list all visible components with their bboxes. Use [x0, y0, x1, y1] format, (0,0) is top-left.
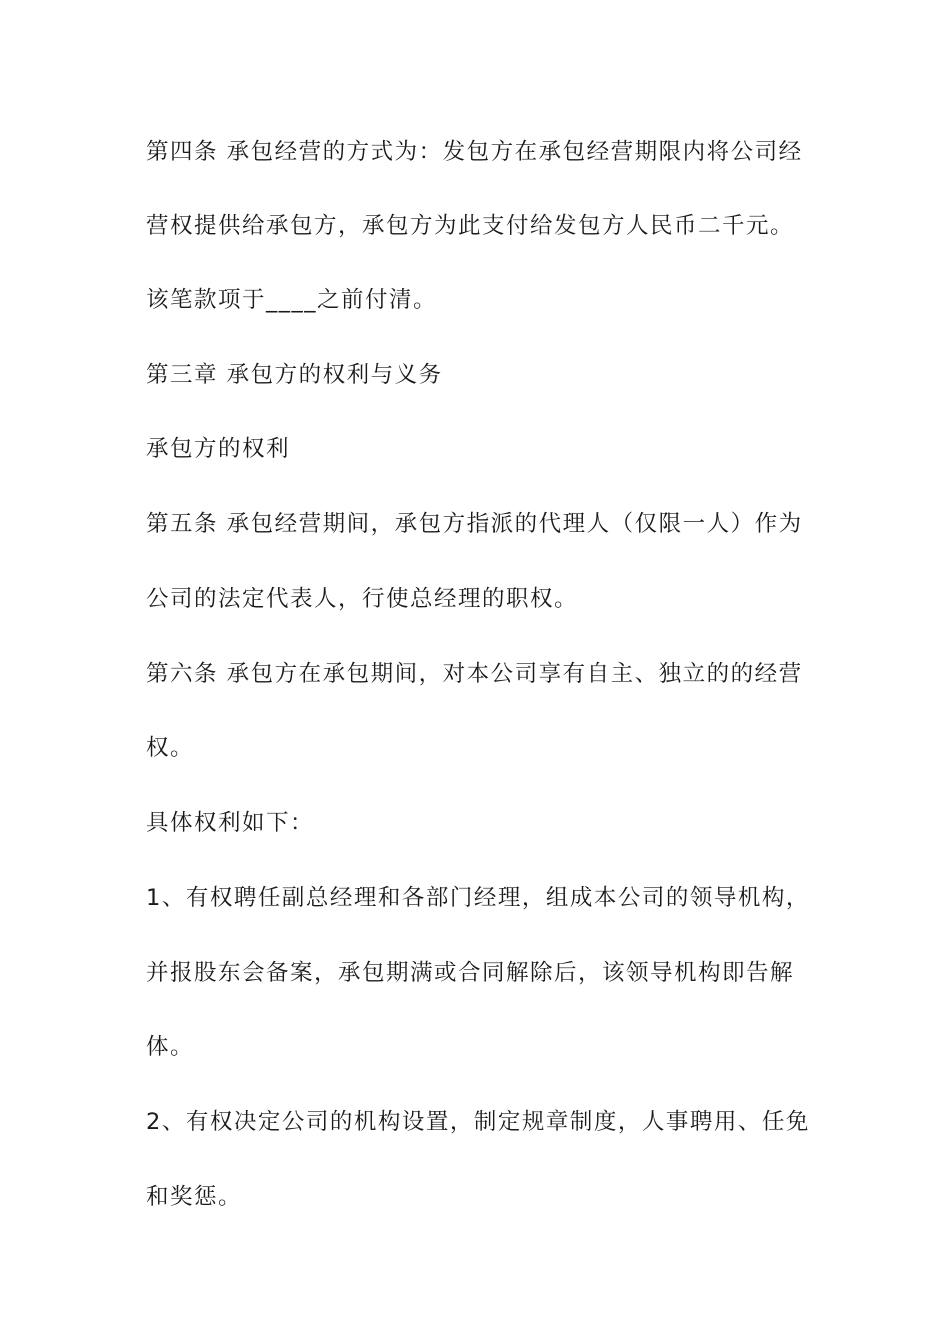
- item-1-line-3: 体。: [146, 1034, 195, 1060]
- article-5-line-2: 公司的法定代表人，行使总经理的职权。: [146, 586, 579, 612]
- item-1-line-1: 1、有权聘任副总经理和各部门经理，组成本公司的领导机构，: [146, 885, 810, 911]
- article-4-line-1: 第四条 承包经营的方式为：发包方在承包经营期限内将公司经: [146, 139, 803, 165]
- article-6-line-1: 第六条 承包方在承包期间，对本公司享有自主、独立的的经营: [146, 661, 803, 687]
- article-4-line-3: 该笔款项于____之前付清。: [146, 287, 438, 313]
- item-1-line-2: 并报股东会备案，承包期满或合同解除后，该领导机构即告解: [146, 960, 795, 986]
- article-5-line-1: 第五条 承包经营期间，承包方指派的代理人（仅限一人）作为: [146, 511, 803, 537]
- rights-intro: 具体权利如下：: [146, 810, 315, 836]
- article-4-line-2: 营权提供给承包方，承包方为此支付给发包方人民币二千元。: [146, 213, 795, 239]
- article-6-line-2: 权。: [146, 735, 195, 761]
- item-2-line-1: 2、有权决定公司的机构设置，制定规章制度，人事聘用、任免: [146, 1109, 810, 1135]
- item-2-line-2: 和奖惩。: [146, 1184, 243, 1210]
- section-heading-rights: 承包方的权利: [146, 436, 291, 462]
- chapter-3-heading: 第三章 承包方的权利与义务: [146, 362, 443, 388]
